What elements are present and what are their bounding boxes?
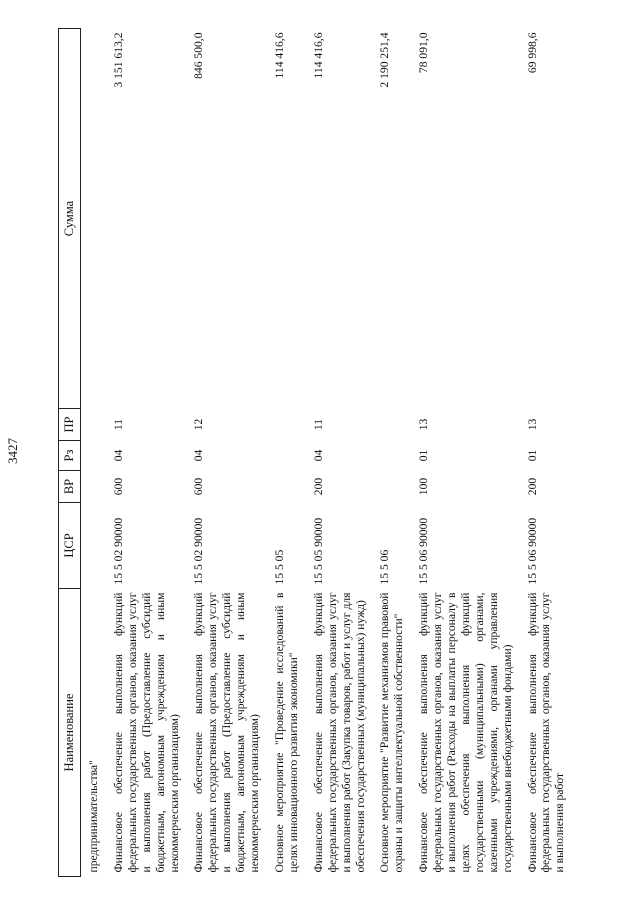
cell-vr [369,471,408,503]
cell-vr: 600 [111,477,125,496]
cell-pr: 11 [311,418,325,431]
cell-name: Финансовое обеспечение выполнения функций федеральных государственных органов, оказания услуг и выполнения работ (Закупка товаров, работ и услуг для обеспечения государственных (муниципальных) нужд) [311,592,367,873]
cell-sum [81,29,103,409]
cell-sum: 2 190 251,4 [378,32,392,88]
cell-name: Финансовое обеспечение выполнения функций федеральных государственных органов, оказания услуг и выполнения работ [525,592,567,873]
cell-csr: 15 5 06 [378,549,392,585]
cell-rz: 01 [525,449,539,462]
cell-name: Основное мероприятие "Развитие механизмов правовой охраны и защиты интеллектуальной собственности" [378,592,406,873]
cell-rz [264,441,303,471]
page-number [0,431,26,471]
cell-rz: 01 [417,449,431,462]
cell-pr: 11 [111,418,125,431]
table-row [264,29,303,877]
header-pr: ПР [59,409,81,441]
table-row [183,29,264,877]
cell-vr: 100 [417,477,431,496]
table-row [517,29,570,877]
rotated-page [58,29,598,877]
cell-csr: 15 5 05 [272,549,286,585]
cell-vr: 200 [311,477,325,496]
cell-sum: 78 091,0 [417,32,431,74]
cell-name: Финансовое обеспечение выполнения функций федеральных государственных органов, оказания услуг и выполнения работ (Предоставление субсидий бюджетным, автономным учреждениям и иным некоммерческим организациям) [111,592,181,873]
cell-rz [81,441,103,471]
table-row [303,29,370,877]
cell-vr: 600 [192,477,206,496]
page-number-text: 3427 [5,438,20,464]
cell-sum: 114 416,6 [272,32,286,79]
cell-sum: 69 998,6 [525,32,539,74]
cell-sum: 846 500,0 [192,32,206,79]
cell-rz: 04 [192,449,206,462]
cell-csr [81,503,103,589]
cell-csr: 15 5 05 90000 [311,517,325,585]
cell-pr: 13 [417,418,431,431]
cell-csr: 15 5 02 90000 [111,517,125,585]
table-row [408,29,516,877]
header-csr: ЦСР [59,503,81,589]
cell-name: Финансовое обеспечение выполнения функций федеральных государственных органов, оказания услуг и выполнения работ (Расходы на выплаты персоналу в целях обеспечения выполнения функций государственными (муниципальными) органами, казенными учреждениями, органами управления государственными внебюджетными фондами) [417,592,514,873]
cell-vr [264,471,303,503]
cell-sum: 3 151 613,2 [111,32,125,88]
header-name: Наименование [59,589,81,877]
header-rz: Рз [59,441,81,471]
cell-sum: 114 416,6 [311,32,325,79]
table-row [81,29,103,877]
cell-name: Финансовое обеспечение выполнения функций федеральных государственных органов, оказания услуг и выполнения работ (Предоставление субсидий бюджетным, автономным учреждениям и иным некоммерческим организациям) [192,592,262,873]
cell-pr [264,409,303,441]
cell-rz: 04 [311,449,325,462]
cell-rz [369,441,408,471]
header-sum: Сумма [59,29,81,409]
table-row [103,29,184,877]
cell-pr: 12 [192,418,206,431]
cell-vr: 200 [525,477,539,496]
cell-csr: 15 5 06 90000 [525,517,539,585]
cell-vr [81,471,103,503]
cell-csr: 15 5 06 90000 [417,517,431,585]
cell-name: предпринимательства" [87,760,100,873]
table-header-row [59,29,81,877]
cell-pr [369,409,408,441]
budget-table [58,28,569,877]
cell-csr: 15 5 02 90000 [192,517,206,585]
cell-name: Основное мероприятие "Проведение исследований в целях инновационного развития экономики" [272,592,300,873]
table-row [369,29,408,877]
cell-pr [81,409,103,441]
cell-rz: 04 [111,449,125,462]
header-vr: ВР [59,471,81,503]
cell-pr: 13 [525,418,539,431]
